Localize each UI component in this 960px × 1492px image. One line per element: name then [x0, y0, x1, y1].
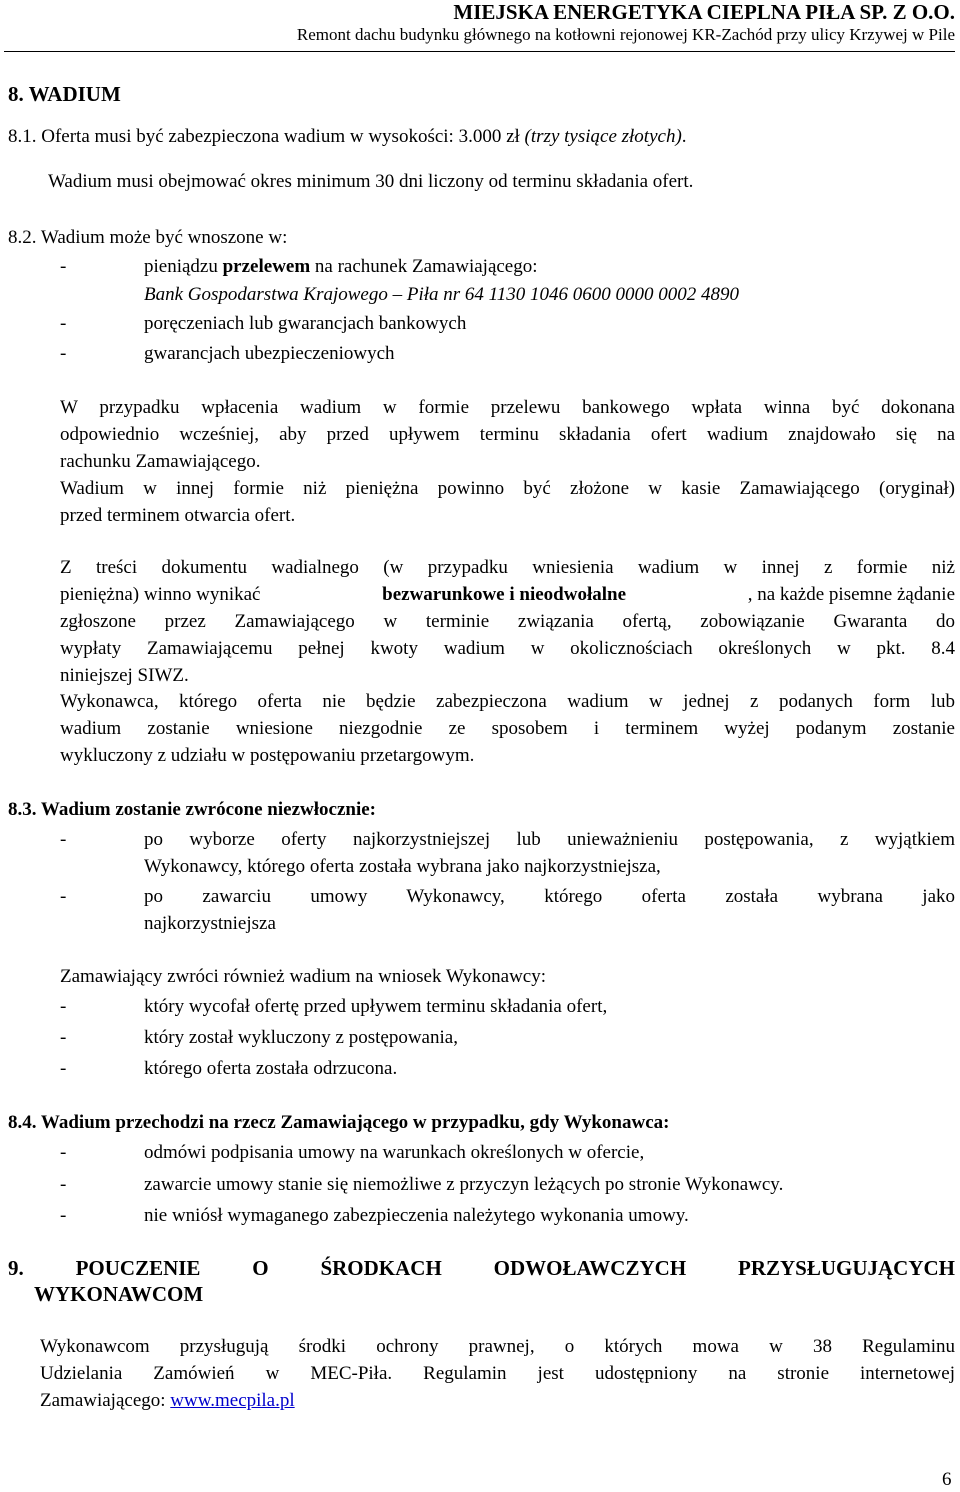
section-8-2-item3: gwarancjach ubezpieczeniowych — [144, 343, 395, 364]
return-item-3: którego oferta została odrzucona. — [144, 1058, 398, 1079]
forfeit-item-2: zawarcie umowy stanie się niemożliwe z przyczyn leżących po stronie Wykonawcy. — [144, 1174, 784, 1195]
list-dash: - — [60, 829, 67, 850]
header-project: Remont dachu budynku głównego na kotłowni rejonowej KR-Zachód przy ulicy Krzywej w Pile — [296, 25, 955, 44]
list-dash: - — [60, 1142, 67, 1163]
section-8-1-line1 — [8, 126, 687, 148]
section-8-2-item1 — [144, 256, 538, 278]
section-8-1-text: 8.1. Oferta musi być zabezpieczona wadium w wysokości: 3.000 zł — [8, 126, 525, 147]
list-dash: - — [60, 1058, 67, 1079]
para4-line2: wadium zostanie wniesione niezgodnie ze sposobem i terminem wyżej podanym zostanie — [60, 718, 955, 739]
section-9-heading-line1: 9. POUCZENIE O ŚRODKACH ODWOŁAWCZYCH PRZYSŁUGUJĄCYCH — [8, 1256, 955, 1280]
section-8-4-heading: 8.4. Wadium przechodzi na rzecz Zamawiającego w przypadku, gdy Wykonawca: — [8, 1112, 670, 1133]
section-9-line3-text: Zamawiającego: — [40, 1390, 171, 1411]
mecpila-website-link[interactable]: www.mecpila.pl — [170, 1390, 295, 1411]
para1-line1: W przypadku wpłacenia wadium w formie przelewu bankowego wpłata winna być dokonana — [60, 397, 955, 418]
list-dash: - — [60, 1174, 67, 1195]
section-9-line1: Wykonawcom przysługują środki ochrony prawnej, o których mowa w 38 Regulaminu — [40, 1336, 955, 1357]
return-intro: Zamawiający zwróci również wadium na wniosek Wykonawcy: — [60, 966, 547, 987]
section-8-heading: 8. WADIUM — [8, 82, 121, 106]
list-dash: - — [60, 313, 67, 334]
para3-line5: niniejszej SIWZ. — [60, 665, 189, 686]
header-organization: MIEJSKA ENERGETYKA CIEPLNA PIŁA SP. Z O.O. — [453, 0, 955, 24]
item1-text: pieniądzu — [144, 256, 223, 277]
section-9-heading-line2: WYKONAWCOM — [34, 1282, 204, 1306]
list-dash: - — [60, 1205, 67, 1226]
list-dash: - — [60, 256, 67, 277]
item1-account-text: na rachunek Zamawiającego: — [310, 256, 538, 277]
bank-account: Bank Gospodarstwa Krajowego – Piła nr 64 1130 1046 0600 0000 0002 4890 — [144, 284, 739, 305]
para3-line3: zgłoszone przez Zamawiającego w terminie związania ofertą, zobowiązanie Gwaranta do — [60, 611, 955, 632]
section-9-line3 — [40, 1390, 295, 1412]
section-8-1-amount-words: (trzy tysiące złotych) — [524, 126, 682, 147]
forfeit-item-1: odmówi podpisania umowy na warunkach określonych w ofercie, — [144, 1142, 645, 1163]
page-number: 6 — [942, 1469, 952, 1490]
para3-line2-c: , na każde pisemne żądanie — [747, 584, 955, 605]
list-dash: - — [60, 886, 67, 907]
para3-line2-a: pieniężna) winno wynikać — [60, 584, 261, 605]
item1-transfer: przelewem — [222, 256, 311, 277]
header-divider — [4, 51, 955, 52]
section-8-3-item2-line2: najkorzystniejsza — [144, 913, 276, 934]
list-dash: - — [60, 343, 67, 364]
return-item-2: który został wykluczony z postępowania, — [144, 1027, 458, 1048]
section-8-1-period: . — [681, 126, 687, 147]
para1-line2: odpowiednio wcześniej, aby przed upływem terminu składania ofert wadium znajdowało się na — [60, 424, 955, 445]
para3-line2 — [60, 584, 955, 606]
para2-line1: Wadium w innej formie niż pieniężna powinno być złożone w kasie Zamawiającego (oryginał) — [60, 478, 955, 499]
para2-line2: przed terminem otwarcia ofert. — [60, 505, 296, 526]
return-item-1: który wycofał ofertę przed upływem terminu składania ofert, — [144, 996, 608, 1017]
para4-line3: wykluczony z udziału w postępowaniu przetargowym. — [60, 745, 475, 766]
section-8-3-item1-line1: po wyborze oferty najkorzystniejszej lub unieważnieniu postępowania, z wyjątkiem — [144, 829, 955, 850]
section-8-3-item1-line2: Wykonawcy, którego oferta została wybrana jako najkorzystniejsza, — [144, 856, 661, 877]
section-9-line2: Udzielania Zamówień w MEC-Piła. Regulamin jest udostępniony na stronie internetowej — [40, 1363, 955, 1384]
section-8-2-heading: 8.2. Wadium może być wnoszone w: — [8, 227, 288, 248]
para3-line4: wypłaty Zamawiającemu pełnej kwoty wadium w okolicznościach określonych w pkt. 8.4 — [60, 638, 955, 659]
section-8-2-item2: poręczeniach lub gwarancjach bankowych — [144, 313, 467, 334]
list-dash: - — [60, 996, 67, 1017]
forfeit-item-3: nie wniósł wymaganego zabezpieczenia należytego wykonania umowy. — [144, 1205, 689, 1226]
para4-line1: Wykonawca, którego oferta nie będzie zabezpieczona wadium w jednej z podanych form lub — [60, 691, 955, 712]
section-8-1-line2: Wadium musi obejmować okres minimum 30 dni liczony od terminu składania ofert. — [48, 171, 694, 192]
para1-line3: rachunku Zamawiającego. — [60, 451, 261, 472]
list-dash: - — [60, 1027, 67, 1048]
section-8-3-heading: 8.3. Wadium zostanie zwrócone niezwłocznie: — [8, 799, 376, 820]
para3-line1: Z treści dokumentu wadialnego (w przypadku wniesienia wadium w innej z formie niż — [60, 557, 955, 578]
para3-line2-bold: bezwarunkowe i nieodwołalne — [382, 584, 627, 605]
section-8-3-item2-line1: po zawarciu umowy Wykonawcy, którego oferta została wybrana jako — [144, 886, 955, 907]
